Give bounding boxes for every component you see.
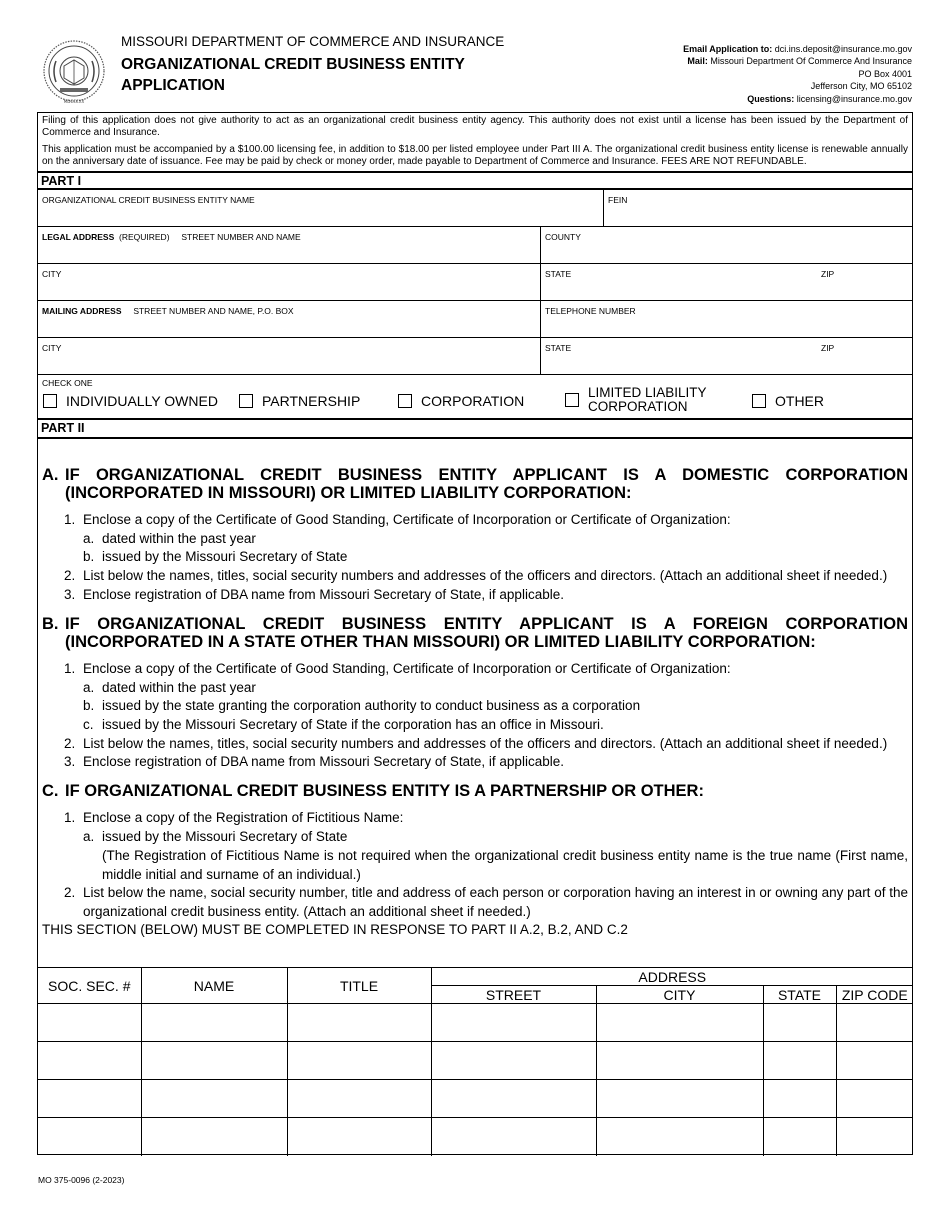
llc-checkbox[interactable]: LIMITED LIABILITY CORPORATION <box>565 386 707 414</box>
questions-email-link[interactable]: licensing@insurance.mo.gov <box>796 93 912 104</box>
form-number: MO 375-0096 (2-2023) <box>38 1175 125 1185</box>
col-city: CITY <box>596 986 763 1004</box>
missouri-seal-logo <box>42 36 106 106</box>
zip-cell[interactable] <box>836 1118 913 1156</box>
col-zip: ZIP CODE <box>836 986 913 1004</box>
state-cell[interactable] <box>763 1042 836 1080</box>
street-cell[interactable] <box>431 1004 596 1042</box>
title-cell[interactable] <box>287 1042 431 1080</box>
fein-field[interactable]: FEIN <box>608 195 628 206</box>
section-c-heading: C. IF ORGANIZATIONAL CREDIT BUSINESS ENTITY IS A PARTNERSHIP OR OTHER: <box>42 782 704 801</box>
table-row <box>38 1042 913 1080</box>
telephone-field[interactable]: TELEPHONE NUMBER <box>545 306 636 317</box>
title-cell[interactable] <box>287 1080 431 1118</box>
entity-name-field[interactable]: ORGANIZATIONAL CREDIT BUSINESS ENTITY NAME <box>38 190 604 226</box>
section-a-heading: A. IF ORGANIZATIONAL CREDIT BUSINESS ENTITY APPLICANT IS A DOMESTIC CORPORATION (INCORPORATED IN MISSOURI) OR LIMITED LIABILITY CORPORATION: <box>42 466 908 503</box>
legal-street-field[interactable]: LEGAL ADDRESS (REQUIRED) STREET NUMBER AND NAME <box>38 227 541 263</box>
name-cell[interactable] <box>141 1118 287 1156</box>
form-title: ORGANIZATIONAL CREDIT BUSINESS ENTITY APPLICATION <box>121 56 465 94</box>
other-checkbox[interactable]: OTHER <box>752 393 824 409</box>
mailing-street-field[interactable]: MAILING ADDRESS STREET NUMBER AND NAME, P.O. BOX <box>38 301 541 337</box>
mailing-zip-label: ZIP <box>821 343 835 354</box>
partnership-checkbox[interactable]: PARTNERSHIP <box>239 393 360 409</box>
title-cell[interactable] <box>287 1118 431 1156</box>
mailing-city-field[interactable]: CITY <box>38 338 541 374</box>
zip-cell[interactable] <box>836 1004 913 1042</box>
individually-owned-checkbox[interactable]: INDIVIDUALLY OWNED <box>43 393 218 409</box>
name-cell[interactable] <box>141 1042 287 1080</box>
email-link[interactable]: dci.ins.deposit@insurance.mo.gov <box>774 44 912 54</box>
legal-state-zip-field[interactable]: STATE ZIP <box>545 269 835 280</box>
zip-cell[interactable] <box>836 1080 913 1118</box>
col-state: STATE <box>763 986 836 1004</box>
intro-text: Filing of this application does not give authority to act as an organizational credit business entity agency. This authority does not exist until a license has been issued by the Department of Commerce and Insurance. This application must be accompanied by a $100.00 licensing fee, in addition to $18.00 per listed employee under Part III A. The organizational credit business entity license is renewable annually on the anniversary date of issuance. Fee may be paid by check or money order, made payable to Department of Commerce and Insurance. FEES ARE NOT REFUNDABLE. <box>42 115 908 167</box>
ssn-cell[interactable] <box>38 1118 141 1156</box>
state-cell[interactable] <box>763 1080 836 1118</box>
ssn-cell[interactable] <box>38 1042 141 1080</box>
street-cell[interactable] <box>431 1118 596 1156</box>
table-row <box>38 1118 913 1156</box>
name-cell[interactable] <box>141 1080 287 1118</box>
entity-type-group: CHECK ONE INDIVIDUALLY OWNED PARTNERSHIP CORPORATION LIMITED LIABILITY CORPORATION OTHER <box>38 375 912 420</box>
table-row <box>38 1080 913 1118</box>
table-row <box>38 1004 913 1042</box>
city-cell[interactable] <box>596 1042 763 1080</box>
street-cell[interactable] <box>431 1042 596 1080</box>
svg-text:MDCCCXX: MDCCCXX <box>63 99 85 104</box>
city-cell[interactable] <box>596 1004 763 1042</box>
col-title: TITLE <box>287 968 431 1004</box>
part-2-heading: PART II <box>38 420 912 439</box>
legal-county-field[interactable]: COUNTY <box>545 232 581 243</box>
col-address: ADDRESS <box>431 968 913 986</box>
corporation-checkbox[interactable]: CORPORATION <box>398 393 524 409</box>
name-cell[interactable] <box>141 1004 287 1042</box>
contact-info: Email Application to: dci.ins.deposit@insurance.mo.gov Mail: Missouri Department Of Commerce And Insurance PO Box 4001 Jefferson City, MO 65102 Questions: licensing@insurance.mo.gov <box>683 44 912 104</box>
city-cell[interactable] <box>596 1118 763 1156</box>
zip-cell[interactable] <box>836 1042 913 1080</box>
ssn-cell[interactable] <box>38 1080 141 1118</box>
mailing-state-zip-field[interactable]: STATE ZIP <box>545 343 835 354</box>
col-ssn: SOC. SEC. # <box>38 968 141 1004</box>
department-name: MISSOURI DEPARTMENT OF COMMERCE AND INSURANCE <box>121 34 505 49</box>
street-cell[interactable] <box>431 1080 596 1118</box>
legal-city-field[interactable]: CITY <box>38 264 541 300</box>
officers-table <box>38 967 913 1156</box>
application-form <box>37 112 913 1155</box>
part-1-heading: PART I <box>38 171 912 190</box>
col-street: STREET <box>431 986 596 1004</box>
part-2-body: A. IF ORGANIZATIONAL CREDIT BUSINESS ENTITY APPLICANT IS A DOMESTIC CORPORATION (INCORPORATED IN MISSOURI) OR LIMITED LIABILITY CORPORATION: 1. Enclose a copy of the Certificate of Good Standing, Certificate of Incorporation or Certificate of Organization: a. dated within the past year b. issued by the Missouri Secretary of State 2. List below the names, titles, social security numbers and addresses of the officers and directors. (Attach an additional sheet if needed.) 3. Enclose registration of DBA name from Missouri Secretary of State, if applicable. B. IF ORGANIZATIONAL CREDIT BUSINESS ENTITY APPLICANT IS A FOREIGN CORPORATION (INCORPORATED IN A STATE OTHER THAN MISSOURI) OR LIMITED LIABILITY CORPORATION: 1. Enclose a copy of the Certificate of Good Standing, Certificate of Incorporation or Certificate of Organization: a. dated within the past year b. issued by the state granting the corporation authority to conduct business as a corporation c. issued by the Missouri Secretary of State if the corporation has an office in Missouri. 2. List below the names, titles, social security numbers and addresses of the officers and directors. (Attach an additional sheet if needed.) 3. Enclose registration of DBA name from Missouri Secretary of State, if applicable. C. IF ORGANIZATIONAL CREDIT BUSINESS ENTITY IS A PARTNERSHIP OR OTHER: 1. Enclose a copy of the Registration of Fictitious Name: a. issued by the Missouri Secretary of State (The Registration of Fictitious Name is not required when the organizational credit business entity name is the true name (First name, middle initial and surname of an individual.) 2. List below the name, social security number, title and address of each person or corporation having an interest in or owning any part of the organizational credit business entity. (Attach an additional sheet if needed.) THIS SECTION (BELOW) MUST BE COMPLETED IN RESPONSE TO PART II A.2, B.2, AND C.2 SOC. SEC. # NAME TITLE ADDRESS STREET CITY STATE ZIP CODE <box>38 439 912 1154</box>
legal-zip-label: ZIP <box>821 269 835 280</box>
city-cell[interactable] <box>596 1080 763 1118</box>
title-cell[interactable] <box>287 1004 431 1042</box>
table-instruction: THIS SECTION (BELOW) MUST BE COMPLETED IN RESPONSE TO PART II A.2, B.2, AND C.2 <box>42 922 628 938</box>
ssn-cell[interactable] <box>38 1004 141 1042</box>
col-name: NAME <box>141 968 287 1004</box>
state-cell[interactable] <box>763 1118 836 1156</box>
state-cell[interactable] <box>763 1004 836 1042</box>
section-b-heading: B. IF ORGANIZATIONAL CREDIT BUSINESS ENTITY APPLICANT IS A FOREIGN CORPORATION (INCORPORATED IN A STATE OTHER THAN MISSOURI) OR LIMITED LIABILITY CORPORATION: <box>42 615 908 652</box>
